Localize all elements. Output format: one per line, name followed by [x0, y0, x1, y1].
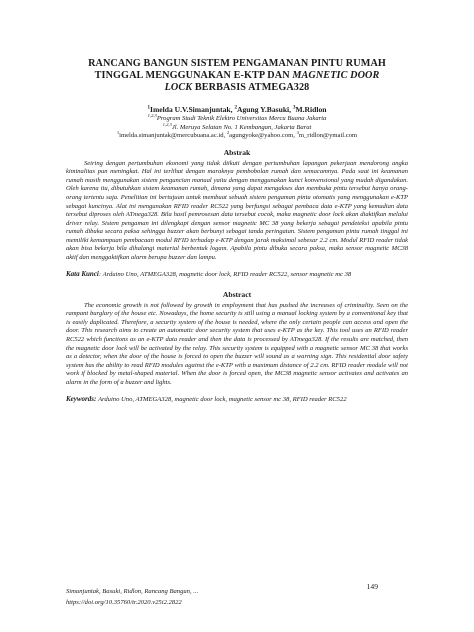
affiliation-2-text: Jl. Meruya Selatan No. 1 Kembangan, Jakarta Barat [171, 123, 312, 131]
footer-citation: Simanjuntak, Basuki, Ridlon, Rancang Bangun, ... [66, 588, 199, 595]
kata-kunci-value: : Arduino Uno, ATMEGA328, magnetic door lock, RFID reader RC522, sensor magnetic mc 38 [98, 271, 352, 279]
keywords-label: Keywords: [66, 395, 97, 404]
email-3-sup: 3 [296, 130, 299, 135]
author-1: Imelda U.V.Simanjuntak, [149, 105, 233, 114]
email-1-sup: 1 [116, 130, 120, 135]
title-line-2-text: TINGGAL MENGGUNAKAN E-KTP DAN [94, 70, 290, 81]
kata-kunci-label: Kata Kunci [66, 270, 99, 279]
abstrak-body: Seiring dengan pertumbuhan ekonomi yang tidak diikuti dengan pertumbuhan lapangan pekerjaan mendorong angka kiminalitas pun meningkat. Hal ini terlihat dengan maraknya pembobolan rumah dan semacamnya. Pada saat ini keamanan rumah masih menggunakan sistem penguncian manual yaitu dengan menggunakan kunci konvensional yang mudah digandakan. Oleh karena itu, dibutuhkan sistem keamanan rumah, dimana yang dapat mengakses dan membuka pintu tersebut hanya orang-orang tertentu saja. Penelitian ini bertujuan untuk membuat sebuah sistem pengaman pintu otomatis yang menggunakan e-KTP sebagai kuncinya. Alat ini mengunakan RFID reader RC522 yang berfungsi sebagai pembaca data e-KTP yang kemudian data tersebut diproses oleh ATmega328. Bila hasil pemrosesan data tersebut cocok, maka magnetic door lock akan diaktifkan melalui driver relay. Sistem pengaman ini dilengkapi dengan sensor magnetic MC 38 yang bekerja sebagai pendeteksi apabila pintu rumah dibuka secara paksa sehingga buzzer akan berbunyi sebagai tanda peringatan. Sistem pengaman pintu rumah tinggal ini memiliki kemampuan pembacaan modul RFID terhadap e-KTP dengan jarak maksimal sebesar 2.2 cm. Modul RFID reader tidak akan bisa bekerja bila dihalangi material berbentuk logam. Apabila pintu dibuka secara paksa, maka sensor magnetic MC38 aktif dan menggaktifkan alarm berupa buzzer dan lampu. [66, 159, 408, 261]
title-line-3-text: BERBASIS ATMEGA328 [194, 82, 310, 93]
email-2-sup: 2 [226, 130, 230, 135]
kata-kunci [66, 270, 408, 280]
title-line-2-italic: MAGNETIC DOOR [292, 70, 380, 81]
paper-title [66, 58, 408, 94]
author-emails [66, 132, 408, 141]
footer-doi-link[interactable]: https://doi.org/10.35760/tr.2020.v25i2.2822 [66, 599, 182, 606]
author-3: M.Ridlon [295, 105, 327, 114]
affiliation-1-sup: 1,2,3 [147, 112, 157, 118]
email-3: m_ridlon@ymail.com [298, 132, 358, 140]
page-number: 149 [366, 582, 378, 591]
title-line-1: RANCANG BANGUN SISTEM PENGAMANAN PINTU RUMAH [88, 58, 386, 69]
title-line-3 [66, 82, 408, 94]
abstract-heading: Abstract [222, 289, 252, 299]
keywords-value: Arduino Uno, ATMEGA328, magnetic door lock, magnetic sensor mc 38, RFID reader RC522 [98, 396, 347, 404]
footer-citation-block [66, 586, 198, 608]
abstract-body: The economic growth is not followed by growth in employment that has pushed the increases of criminality. Seen on the rampant burglary of the house etc. Nowadays, the home security is still using a manual locking system by a conventional key that is easily duplicated. Therefore, a security system of the house is needed, where the only certain people can access and open the door. This research aims to create an automatic door security system that uses e-KTP as the key. This tool uses an RFID reader RC522 which functions as an e-KTP data reader and then the data is processed by ATmega328. If the results are matched, then the magnetic door lock will be activated by the relay. This security system is equipped with a magnetic sensor MC 38 that works as a detector, when the door of the house is forced to open the buzzer will sound as a warning sign. This residential door safety system has the ability to read RFID modules against the e-KTP with a maximum distance of 2.2 cm. RFID reader module will not work if blocked by metal-shaped material. When the door is forced open, the MC38 magnetic sensor activates and activates an alarm in the form of a buzzer and lights. [66, 301, 408, 386]
page-footer [66, 576, 408, 616]
email-1: imelda.simanjuntak@mercubuana.ac.id, [119, 132, 226, 140]
affiliation-2-sup: 1,2,3 [162, 121, 172, 127]
author-1-sup: 1 [147, 105, 150, 111]
author-3-sup: 3 [292, 105, 296, 111]
title-line-2 [66, 70, 408, 82]
abstrak-heading: Abstrak [223, 147, 251, 157]
title-line-3-italic: LOCK [164, 82, 193, 93]
affiliation-1-text: Program Studi Teknik Elektro Universitas Mercu Buana Jakarta [156, 115, 327, 122]
author-2-sup: 2 [234, 105, 237, 111]
author-2: Agung Y.Basuki, [236, 105, 292, 114]
author-list [66, 105, 408, 115]
email-2: agungyoke@yahoo.com, [229, 132, 295, 140]
keywords [66, 395, 408, 405]
